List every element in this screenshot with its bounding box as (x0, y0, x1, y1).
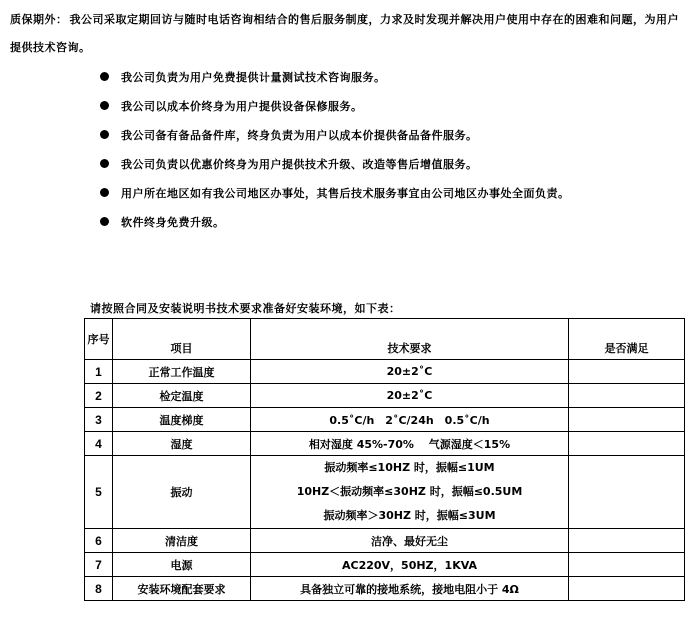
table-row (85, 408, 685, 432)
cell-requirement (251, 456, 569, 529)
cell-item: 振动 (113, 456, 251, 529)
bullet-item (100, 207, 690, 236)
cell-no: 3 (85, 408, 113, 432)
cell-requirement: 相对湿度 45%-70% 气源湿度＜15% (251, 432, 569, 456)
table-row (85, 384, 685, 408)
service-bullet-list (100, 62, 690, 236)
bullet-dot-icon (100, 188, 109, 197)
cell-item: 温度梯度 (113, 408, 251, 432)
table-row (85, 529, 685, 553)
bullet-item (100, 178, 690, 207)
header-requirement: 技术要求 (251, 319, 569, 360)
header-satisfied: 是否满足 (569, 319, 685, 360)
table-row (85, 577, 685, 601)
header-no: 序号 (85, 319, 113, 360)
intro-label: 质保期外： (10, 13, 68, 26)
cell-satisfied (569, 456, 685, 529)
cell-satisfied (569, 577, 685, 601)
cell-item: 安装环境配套要求 (113, 577, 251, 601)
cell-satisfied (569, 553, 685, 577)
cell-requirement: 20±2˚C (251, 384, 569, 408)
table-row (85, 456, 685, 529)
installation-requirements-table (84, 318, 685, 601)
bullet-item (100, 120, 690, 149)
bullet-item (100, 149, 690, 178)
cell-satisfied (569, 360, 685, 384)
bullet-item (100, 91, 690, 120)
header-item: 项目 (113, 319, 251, 360)
bullet-text: 我公司负责为用户免费提供计量测试技术咨询服务。 (121, 70, 386, 84)
bullet-text: 用户所在地区如有我公司地区办事处，其售后技术服务事宜由公司地区办事处全面负责。 (121, 186, 570, 200)
cell-item: 正常工作温度 (113, 360, 251, 384)
bullet-text: 软件终身免费升级。 (121, 215, 225, 229)
cell-no: 2 (85, 384, 113, 408)
cell-no: 5 (85, 456, 113, 529)
requirement-line: 10HZ＜振动频率≤30HZ 时，振幅≤0.5UM (296, 485, 523, 498)
cell-satisfied (569, 408, 685, 432)
bullet-item (100, 62, 690, 91)
cell-no: 4 (85, 432, 113, 456)
table-row (85, 553, 685, 577)
cell-item: 电源 (113, 553, 251, 577)
bullet-text: 我公司备有备品备件库，终身负责为用户以成本价提供备品备件服务。 (121, 128, 478, 142)
cell-item: 清洁度 (113, 529, 251, 553)
requirement-line: 振动频率≤10HZ 时，振幅≤1UM (324, 461, 495, 474)
intro-text: 我公司采取定期回访与随时电话咨询相结合的售后服务制度，力求及时发现并解决用户使用中存在的困难和问题，为用户提供技术咨询。 (10, 13, 679, 54)
cell-requirement: AC220V，50HZ，1KVA (251, 553, 569, 577)
cell-no: 6 (85, 529, 113, 553)
table-header-row (85, 319, 685, 360)
cell-requirement: 0.5˚C/h 2˚C/24h 0.5˚C/h (251, 408, 569, 432)
cell-satisfied (569, 432, 685, 456)
table-caption: 请按照合同及安装说明书技术要求准备好安装环境，如下表： (90, 302, 401, 315)
bullet-dot-icon (100, 72, 109, 81)
cell-satisfied (569, 384, 685, 408)
bullet-text: 我公司以成本价终身为用户提供设备保修服务。 (121, 99, 363, 113)
cell-requirement: 20±2˚C (251, 360, 569, 384)
bullet-dot-icon (100, 101, 109, 110)
cell-item: 湿度 (113, 432, 251, 456)
bullet-text: 我公司负责以优惠价终身为用户提供技术升级、改造等售后增值服务。 (121, 157, 478, 171)
cell-satisfied (569, 529, 685, 553)
cell-requirement: 具备独立可靠的接地系统，接地电阻小于 4Ω (251, 577, 569, 601)
cell-requirement: 洁净、最好无尘 (251, 529, 569, 553)
requirement-line: 振动频率＞30HZ 时，振幅≤3UM (323, 509, 496, 522)
table-row (85, 360, 685, 384)
cell-no: 1 (85, 360, 113, 384)
cell-item: 检定温度 (113, 384, 251, 408)
cell-no: 7 (85, 553, 113, 577)
cell-no: 8 (85, 577, 113, 601)
bullet-dot-icon (100, 130, 109, 139)
table-row (85, 432, 685, 456)
intro-paragraph (10, 6, 690, 62)
bullet-dot-icon (100, 159, 109, 168)
bullet-dot-icon (100, 217, 109, 226)
